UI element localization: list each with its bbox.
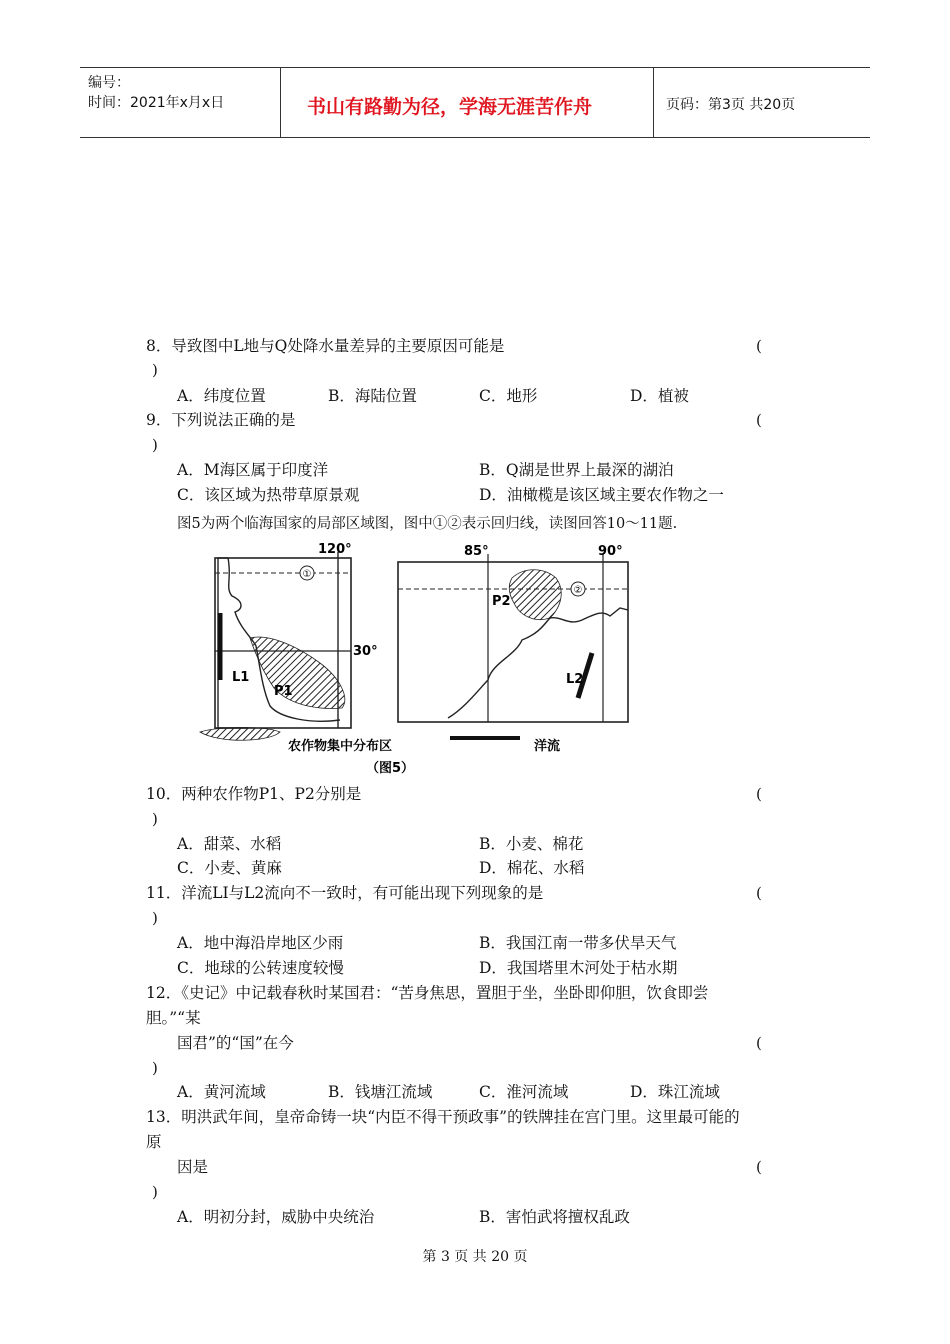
- figure-caption: （图5）: [365, 761, 415, 776]
- q9-close-paren: ): [152, 436, 158, 454]
- figure-intro: 图5为两个临海国家的局部区域图，图中①②表示回归线，读图回答10～11题.: [177, 516, 678, 532]
- q8-option-a: A．纬度位置: [177, 387, 266, 405]
- l2-label: L2: [566, 672, 584, 687]
- l1-label: L1: [232, 670, 250, 685]
- q13-option-a: A．明初分封，威胁中央统治: [177, 1208, 375, 1226]
- number-label: 编号：: [88, 75, 130, 91]
- lon-90-label: 90°: [598, 544, 623, 559]
- motto-text: 书山有路勤为径，学海无涯苦作舟: [307, 96, 593, 118]
- q12-stem-line1: 12．《史记》中记载春秋时某国君：“苦身焦思，置胆于坐，坐卧即仰胆，饮食即尝: [146, 984, 709, 1002]
- q12-option-c: C．淮河流域: [479, 1083, 569, 1101]
- q10-stem: 10．两种农作物P1、P2分别是: [146, 785, 362, 803]
- legend-crop-label: 农作物集中分布区: [288, 739, 393, 754]
- q10-open-paren: (: [756, 785, 762, 803]
- q9-stem: 9．下列说法正确的是: [146, 411, 296, 429]
- q8-option-c: C．地形: [479, 387, 538, 405]
- q12-option-b: B．钱塘江流域: [328, 1083, 433, 1101]
- q12-option-d: D．珠江流域: [630, 1083, 720, 1101]
- q8-stem: 8．导致图中L地与Q处降水量差异的主要原因可能是: [146, 337, 505, 355]
- q8-option-b: B．海陆位置: [328, 387, 417, 405]
- figure-5-map: [190, 538, 650, 778]
- q9-open-paren: (: [756, 411, 762, 429]
- q10-option-a: A．甜菜、水稻: [177, 835, 282, 853]
- q12-close-paren: ): [152, 1059, 158, 1077]
- q11-option-b: B．我国江南一带多伏旱天气: [479, 934, 677, 952]
- q13-option-b: B．害怕武将擅权乱政: [479, 1208, 630, 1226]
- header-meta-cell: [80, 68, 281, 137]
- q11-close-paren: ): [152, 909, 158, 927]
- q13-stem-line2: 原: [146, 1133, 162, 1151]
- crop-area-p1: [250, 637, 345, 708]
- left-map: [215, 542, 378, 728]
- q13-stem-line3: 因是: [177, 1158, 209, 1176]
- lat-30-label: 30°: [353, 644, 378, 659]
- q12-open-paren: (: [756, 1034, 762, 1052]
- q9-option-d: D．油橄榄是该区域主要农作物之一: [479, 486, 724, 504]
- circle-2-label: ②: [573, 585, 583, 596]
- right-coastline: [448, 608, 628, 718]
- lon-85-label: 85°: [464, 544, 489, 559]
- legend-crop-swatch: [200, 728, 280, 741]
- q8-open-paren: (: [756, 337, 762, 355]
- q11-open-paren: (: [756, 884, 762, 902]
- q10-option-c: C．小麦、黄麻: [177, 859, 282, 877]
- legend-current-label: 洋流: [534, 739, 561, 754]
- q12-stem-line2: 胆。”“某: [146, 1009, 201, 1027]
- header-motto-cell: [281, 68, 654, 137]
- right-map: [398, 544, 628, 722]
- header-page-cell: [654, 68, 870, 137]
- q10-close-paren: ): [152, 810, 158, 828]
- q12-stem-line3: 国君”的“国”在今: [177, 1034, 294, 1052]
- lon-120-label: 120°: [318, 542, 352, 557]
- page-footer: 第 3 页 共 20 页: [422, 1249, 528, 1265]
- q11-option-a: A．地中海沿岸地区少雨: [177, 934, 344, 952]
- q13-open-paren: (: [756, 1158, 762, 1176]
- p1-label: P1: [274, 684, 293, 699]
- q13-close-paren: ): [152, 1183, 158, 1201]
- q12-option-a: A．黄河流域: [177, 1083, 266, 1101]
- q8-option-d: D．植被: [630, 387, 689, 405]
- q13-stem-line1: 13．明洪武年间，皇帝命铸一块“内臣不得干预政事”的铁牌挂在宫门里。这里最可能的: [146, 1108, 740, 1126]
- time-label: 时间：2021年x月x日: [88, 95, 225, 111]
- q10-option-b: B．小麦、棉花: [479, 835, 584, 853]
- figure-legend: [200, 728, 560, 777]
- q9-option-b: B．Q湖是世界上最深的湖泊: [479, 461, 674, 479]
- q11-stem: 11．洋流LI与L2流向不一致时，有可能出现下列现象的是: [146, 884, 544, 902]
- figure-5: [190, 538, 650, 778]
- q9-option-a: A．M海区属于印度洋: [177, 461, 329, 479]
- crop-area-p2: [509, 570, 561, 620]
- document-header: [80, 67, 870, 138]
- q11-option-c: C．地球的公转速度较慢: [177, 959, 344, 977]
- q9-option-c: C．该区域为热带草原景观: [177, 486, 360, 504]
- page-label: 页码：第3页 共20页: [666, 97, 796, 113]
- q10-option-d: D．棉花、水稻: [479, 859, 585, 877]
- q8-close-paren: ): [152, 361, 158, 379]
- p2-label: P2: [492, 594, 511, 609]
- circle-1-label: ①: [302, 569, 312, 580]
- q11-option-d: D．我国塔里木河处于枯水期: [479, 959, 678, 977]
